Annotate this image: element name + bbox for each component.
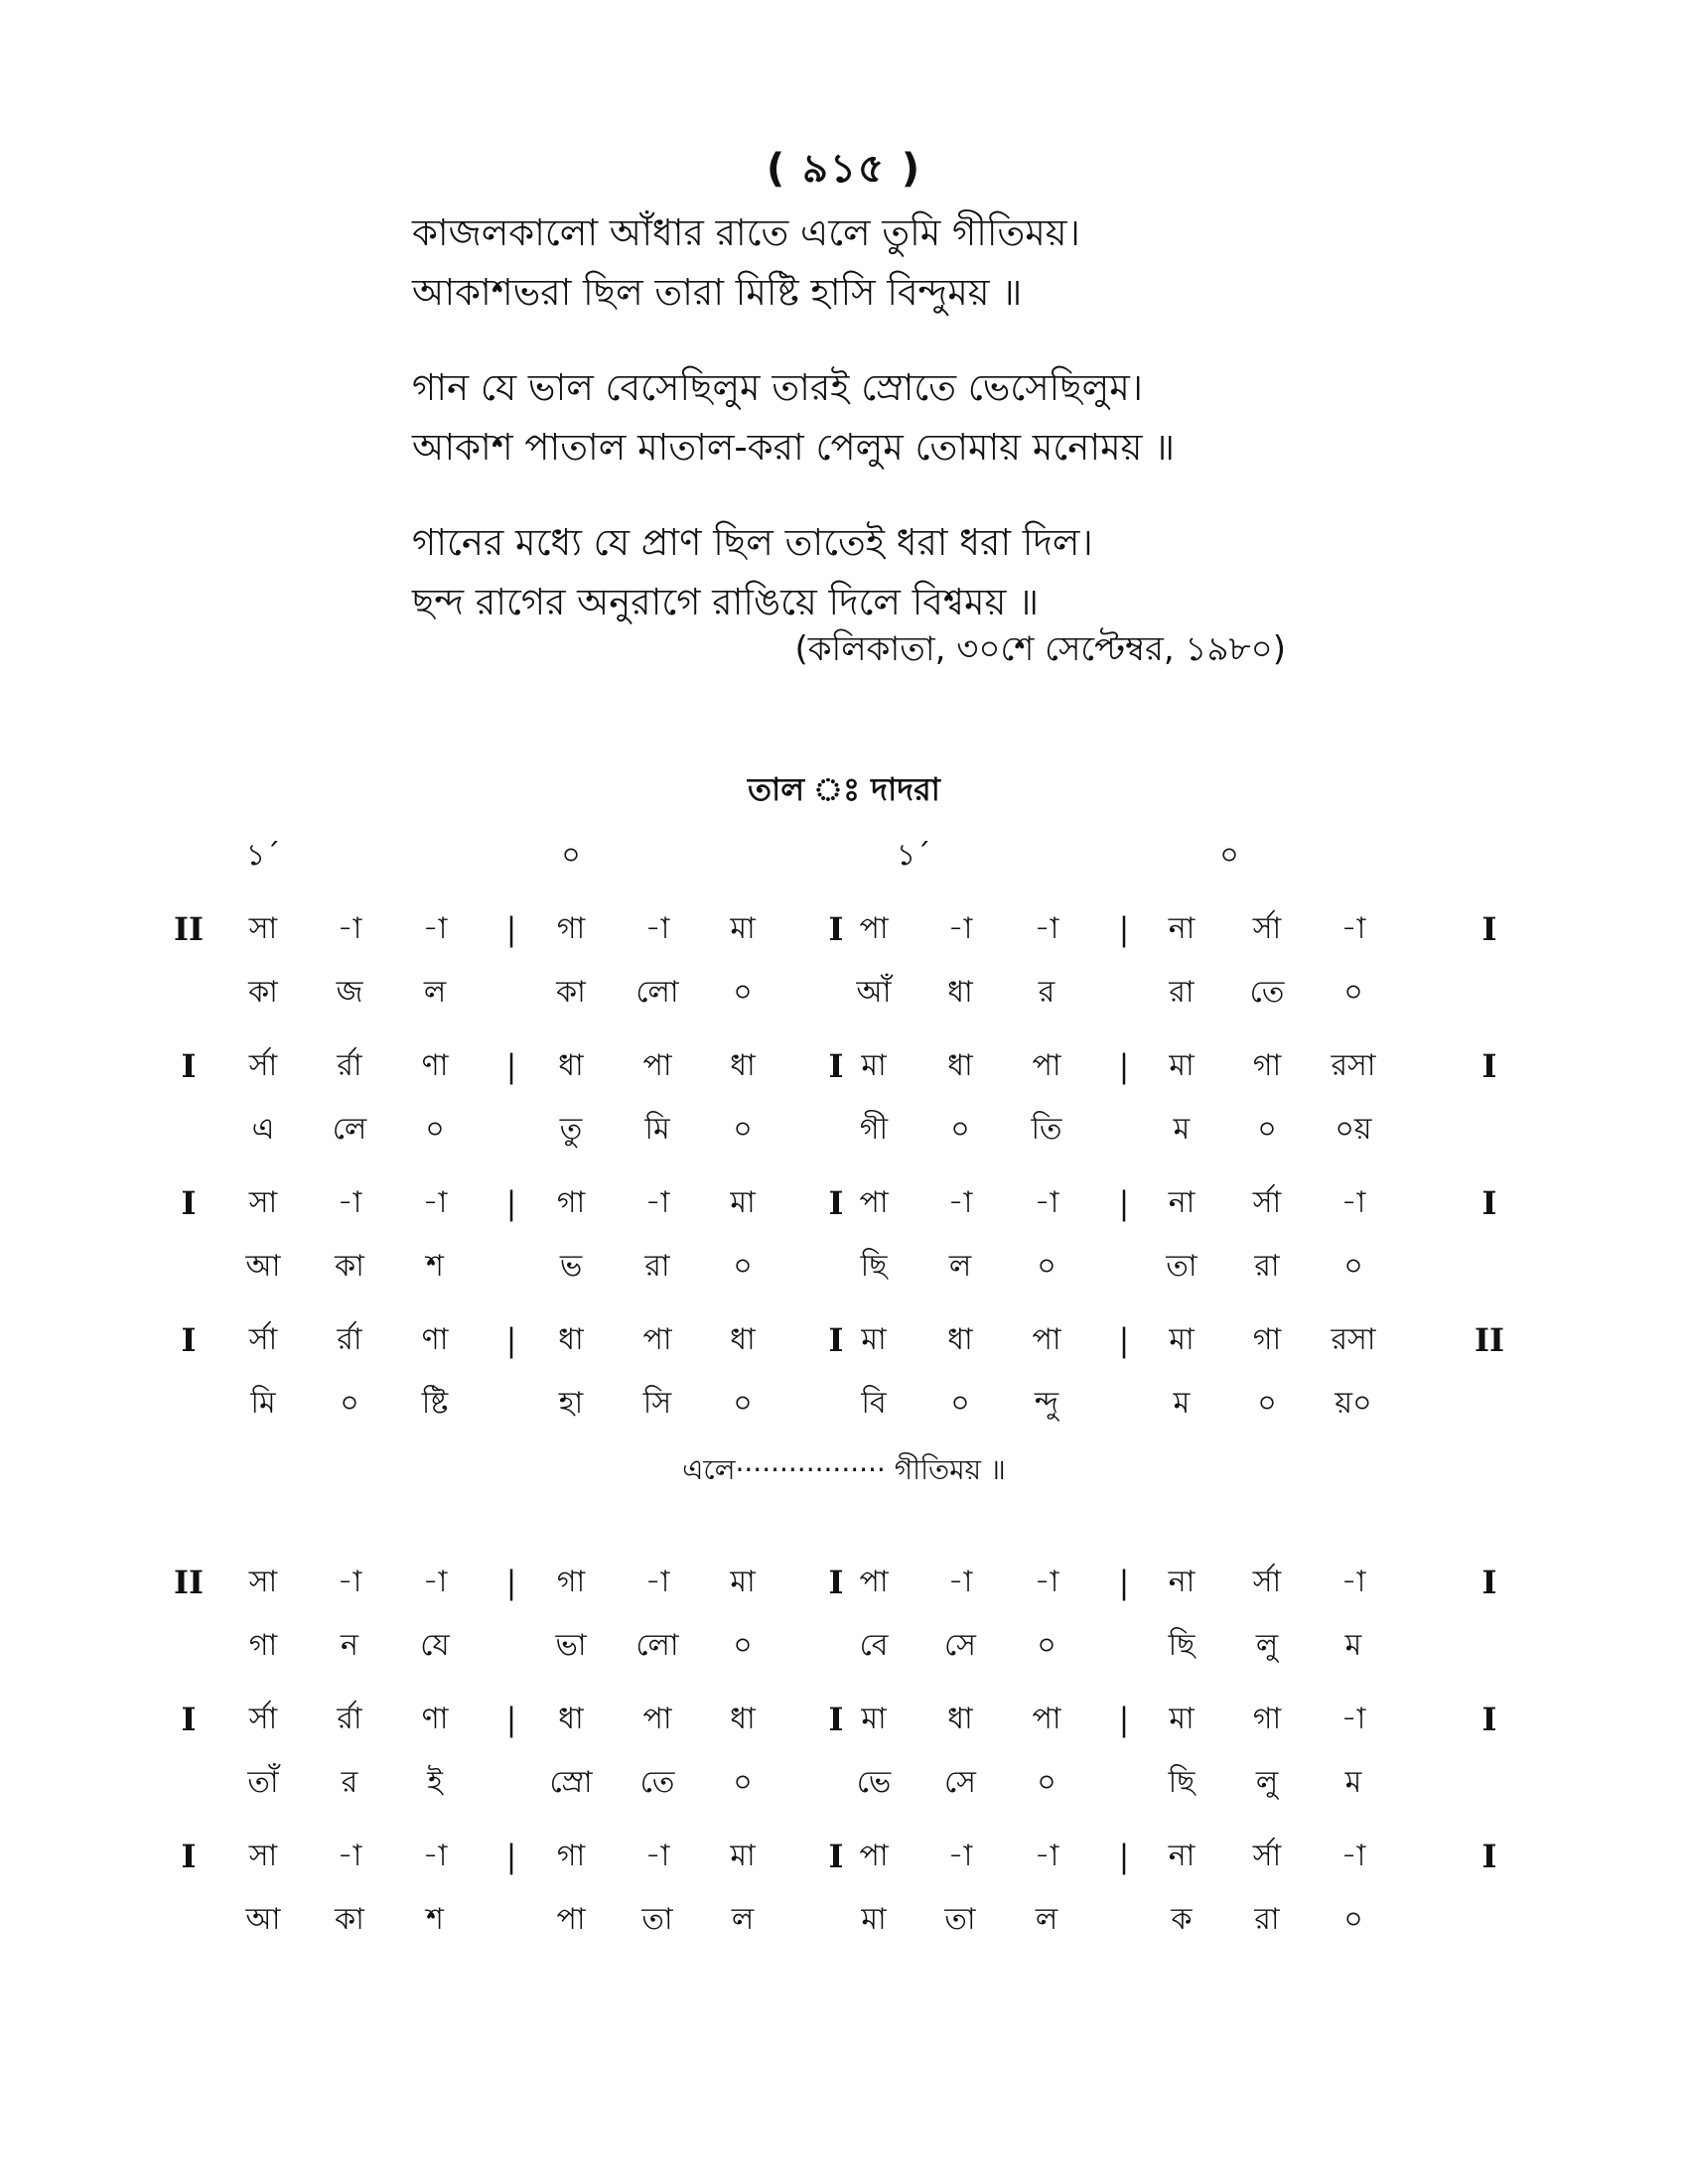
swara-note: মা [730, 911, 756, 946]
bani-syllable: ল [423, 975, 447, 1010]
swara-row [169, 1551, 1529, 1614]
bani-syllable: সে [944, 1628, 976, 1663]
swara-note: পা [1032, 1322, 1061, 1357]
beat-mark: ০ [1219, 838, 1239, 873]
bani-syllable: ০ [733, 1249, 753, 1284]
bani-syllable: য়০ [1335, 1386, 1372, 1421]
bani-syllable: কা [556, 975, 586, 1010]
swara-note: মা [730, 1565, 756, 1599]
date-line: (কলিকাতা, ৩০শে সেপ্টেম্বর, ১৯৮০) [794, 629, 1286, 669]
bani-syllable: রা [1169, 975, 1195, 1010]
bar-line: I [828, 1701, 844, 1738]
poem-line: ছন্দ রাগের অনুরাগে রাঙিয়ে দিলে বিশ্বময় ॥ [412, 581, 1040, 623]
swara-note: সা [248, 1839, 278, 1873]
page-number: ( ৯১৫ ) [766, 146, 922, 192]
swara-note: ধা [947, 1048, 973, 1083]
bani-syllable: মি [644, 1112, 670, 1147]
bani-syllable: ছি [860, 1249, 888, 1284]
stanza-3 [412, 513, 1405, 632]
bani-syllable: ভ [559, 1249, 583, 1284]
bani-syllable: শ [426, 1249, 444, 1284]
swara-note: -া [1340, 1839, 1366, 1873]
bani-syllable: ০ [1257, 1386, 1277, 1421]
refrain-line: এলে················· গীতিময় ॥ [682, 1453, 1006, 1486]
swara-note: -া [422, 911, 448, 946]
swara-note: ধা [558, 1322, 584, 1357]
bani-syllable: ০ [733, 1628, 753, 1663]
bani-syllable: রা [1254, 1249, 1280, 1284]
swara-note: -া [422, 1185, 448, 1220]
bani-syllable: বে [859, 1628, 889, 1663]
swara-note: -া [1034, 1565, 1059, 1599]
swara-note: ধা [730, 1322, 756, 1357]
swara-note: -া [337, 1565, 362, 1599]
bar-line: | [1118, 1701, 1130, 1738]
swara-note: -া [1340, 1702, 1366, 1736]
swara-note: -া [1034, 1839, 1059, 1873]
bar-line: | [505, 1701, 517, 1738]
swara-note: মা [730, 1185, 756, 1220]
swara-note: ণা [421, 1702, 449, 1736]
bar-line: | [505, 1838, 517, 1875]
poem-line: গান যে ভাল বেসেছিলুম তারই স্রোতে ভেসেছিলুম। [412, 366, 1143, 409]
swara-note: ণা [421, 1048, 449, 1083]
bar-line: I [828, 1047, 844, 1085]
swara-note: মা [861, 1048, 887, 1083]
bar-line: I [181, 1321, 197, 1359]
bani-row [169, 1614, 1529, 1678]
bar-line: | [505, 910, 517, 948]
notation-table [169, 824, 1529, 1952]
bar-line: II [174, 1564, 204, 1601]
bar-line: | [505, 1047, 517, 1085]
swara-note: -া [1340, 911, 1366, 946]
swara-row [169, 1308, 1529, 1372]
swara-note: না [1168, 1565, 1196, 1599]
bar-line: I [1481, 1564, 1497, 1601]
swara-note: র্সা [1252, 1185, 1282, 1220]
bani-syllable: কা [335, 1249, 364, 1284]
swara-note: মা [1169, 1702, 1195, 1736]
bani-syllable: ল [731, 1902, 755, 1937]
bani-syllable: লু [1255, 1628, 1279, 1663]
bani-syllable: কা [248, 975, 278, 1010]
swara-note: ধা [947, 1322, 973, 1357]
bani-syllable: ০ [1343, 1249, 1363, 1284]
bani-syllable: ০ [425, 1112, 445, 1147]
swara-row [169, 1034, 1529, 1098]
bani-syllable: ম [1173, 1386, 1191, 1421]
swara-note: পা [642, 1702, 672, 1736]
bani-syllable: তা [944, 1902, 976, 1937]
swara-note: সা [248, 1185, 278, 1220]
bar-line: I [828, 1838, 844, 1875]
bar-line: I [1481, 1701, 1497, 1738]
bar-line: | [1118, 1321, 1130, 1359]
bani-syllable: পা [556, 1902, 586, 1937]
swara-note: সা [248, 911, 278, 946]
bani-syllable: র [341, 1765, 358, 1800]
bani-syllable: ০ [1037, 1628, 1056, 1663]
bar-line: | [1118, 1184, 1130, 1222]
swara-row [169, 1825, 1529, 1888]
bani-row [169, 1888, 1529, 1952]
swara-note: সা [248, 1565, 278, 1599]
bar-line: I [828, 1184, 844, 1222]
swara-note: র্সা [1252, 1839, 1282, 1873]
swara-note: পা [859, 1185, 889, 1220]
bar-line: II [174, 910, 204, 948]
stanza-1 [412, 204, 1405, 323]
swara-note: ধা [730, 1048, 756, 1083]
bani-row [169, 1751, 1529, 1815]
swara-note: -া [644, 1839, 670, 1873]
bani-syllable: লো [635, 1628, 679, 1663]
bani-syllable: ই [427, 1765, 443, 1800]
beat-marks-row [169, 824, 1529, 887]
bar-line: I [1481, 910, 1497, 948]
swara-note: মা [861, 1322, 887, 1357]
swara-note: গা [1252, 1322, 1282, 1357]
swara-note: -া [337, 911, 362, 946]
bani-syllable: ল [948, 1249, 972, 1284]
bani-syllable: ক [1171, 1902, 1193, 1937]
swara-note: -া [422, 1565, 448, 1599]
swara-note: পা [642, 1048, 672, 1083]
bani-syllable: শ [426, 1902, 444, 1937]
bani-syllable: ছি [1168, 1765, 1196, 1800]
swara-note: র্সা [248, 1048, 278, 1083]
swara-note: মা [1169, 1322, 1195, 1357]
swara-note: পা [1032, 1702, 1061, 1736]
swara-note: পা [859, 1565, 889, 1599]
swara-note: -া [337, 1185, 362, 1220]
swara-note: পা [859, 1839, 889, 1873]
bani-syllable: রা [644, 1249, 670, 1284]
swara-note: রসা [1331, 1048, 1376, 1083]
tala-header: তাল ঃ দাদরা [748, 770, 940, 808]
bani-syllable: ধা [947, 975, 973, 1010]
swara-note: গা [556, 1185, 586, 1220]
bani-syllable: আঁ [856, 975, 892, 1010]
bani-syllable: সে [944, 1765, 976, 1800]
bar-line: I [828, 1564, 844, 1601]
bani-syllable: ০ [1037, 1765, 1056, 1800]
bar-line: | [1118, 1564, 1130, 1601]
beat-mark: ১´ [896, 838, 931, 873]
bani-syllable: ম [1173, 1112, 1191, 1147]
bani-syllable: ০ [950, 1112, 970, 1147]
swara-note: -া [947, 911, 973, 946]
swara-note: -া [337, 1839, 362, 1873]
swara-note: না [1168, 911, 1196, 946]
swara-note: ধা [558, 1048, 584, 1083]
bani-syllable: ০ [733, 1112, 753, 1147]
bani-syllable: এ [251, 1112, 275, 1147]
bani-syllable: ভা [555, 1628, 587, 1663]
swara-note: গা [556, 1565, 586, 1599]
bani-syllable: লো [635, 975, 679, 1010]
bani-syllable: ০ [733, 1386, 753, 1421]
swara-note: মা [1169, 1048, 1195, 1083]
bar-line: I [181, 1047, 197, 1085]
swara-note: পা [642, 1322, 672, 1357]
bani-syllable: লু [1255, 1765, 1279, 1800]
bani-syllable: ০ [1037, 1249, 1056, 1284]
swara-note: গা [556, 1839, 586, 1873]
bani-syllable: ম [1344, 1765, 1362, 1800]
poem-line: গানের মধ্যে যে প্রাণ ছিল তাতেই ধরা ধরা দিল। [412, 521, 1093, 564]
swara-note: র্রা [337, 1322, 362, 1357]
bani-syllable: জ [336, 975, 363, 1010]
swara-note: -া [1340, 1185, 1366, 1220]
bar-line: I [1481, 1838, 1497, 1875]
bani-syllable: তা [1166, 1249, 1197, 1284]
bani-syllable: ০ [1257, 1112, 1277, 1147]
bar-line: | [1118, 1838, 1130, 1875]
bani-row [169, 1372, 1529, 1435]
bani-syllable: ম [1344, 1628, 1362, 1663]
swara-note: র্সা [248, 1322, 278, 1357]
swara-note: -া [422, 1839, 448, 1873]
bani-syllable: তু [559, 1112, 583, 1147]
bani-syllable: তাঁ [247, 1765, 279, 1800]
bani-syllable: ল [1035, 1902, 1058, 1937]
bar-line: I [828, 910, 844, 948]
swara-note: র্সা [248, 1702, 278, 1736]
bani-syllable: ০ [340, 1386, 359, 1421]
swara-note: গা [1252, 1048, 1282, 1083]
bani-syllable: ০য় [1335, 1112, 1372, 1147]
bani-syllable: তা [641, 1902, 673, 1937]
swara-row [169, 1688, 1529, 1751]
swara-note: গা [1252, 1702, 1282, 1736]
bani-syllable: ষ্টি [421, 1386, 449, 1421]
bani-syllable: আ [245, 1249, 281, 1284]
swara-note: -া [947, 1565, 973, 1599]
stanza-2 [412, 358, 1405, 478]
swara-note: -া [644, 911, 670, 946]
bani-syllable: সি [642, 1386, 672, 1421]
swara-note: রসা [1331, 1322, 1376, 1357]
swara-note: -া [644, 1185, 670, 1220]
swara-row [169, 1171, 1529, 1235]
swara-note: মা [730, 1839, 756, 1873]
swara-note: না [1168, 1839, 1196, 1873]
swara-note: র্রা [337, 1048, 362, 1083]
bani-syllable: ০ [733, 975, 753, 1010]
bar-line: I [181, 1838, 197, 1875]
bar-line: I [1481, 1047, 1497, 1085]
bani-row [169, 961, 1529, 1024]
bani-syllable: তি [1031, 1112, 1062, 1147]
bani-syllable: ন [341, 1628, 358, 1663]
bar-line: I [181, 1184, 197, 1222]
swara-note: -া [1034, 911, 1059, 946]
swara-note: -া [644, 1565, 670, 1599]
swara-note: -া [947, 1185, 973, 1220]
bani-row [169, 1235, 1529, 1298]
bani-syllable: লে [332, 1112, 367, 1147]
bani-syllable: হা [558, 1386, 584, 1421]
swara-note: র্সা [1252, 911, 1282, 946]
bani-syllable: রা [1254, 1902, 1280, 1937]
bar-line: | [505, 1321, 517, 1359]
poem-line: আকাশ পাতাল মাতাল-করা পেলুম তোমায় মনোময় ॥ [412, 426, 1176, 469]
bani-syllable: কা [335, 1902, 364, 1937]
swara-note: র্সা [1252, 1565, 1282, 1599]
bani-syllable: বি [861, 1386, 887, 1421]
bani-syllable: মি [250, 1386, 276, 1421]
bani-syllable: ০ [1343, 1902, 1363, 1937]
bani-syllable: ভে [856, 1765, 892, 1800]
beat-mark: ০ [561, 838, 581, 873]
bar-line: II [1475, 1321, 1504, 1359]
swara-note: গা [556, 911, 586, 946]
bar-line: I [1481, 1184, 1497, 1222]
swara-note: ধা [730, 1702, 756, 1736]
poem-line: আকাশভরা ছিল তারা মিষ্টি হাসি বিন্দুময় ॥ [412, 271, 1023, 314]
bani-syllable: যে [420, 1628, 450, 1663]
bani-syllable: তে [639, 1765, 675, 1800]
swara-note: ধা [558, 1702, 584, 1736]
bar-line: I [181, 1701, 197, 1738]
swara-note: -া [947, 1839, 973, 1873]
bar-line: I [828, 1321, 844, 1359]
bani-syllable: ছি [1168, 1628, 1196, 1663]
bar-line: | [1118, 910, 1130, 948]
poem [412, 204, 1405, 668]
bani-syllable: স্রো [549, 1765, 593, 1800]
swara-note: পা [1032, 1048, 1061, 1083]
bar-line: | [505, 1564, 517, 1601]
bani-syllable: আ [245, 1902, 281, 1937]
bani-syllable: মা [861, 1902, 887, 1937]
bani-syllable: গী [859, 1112, 889, 1147]
bani-syllable: র [1038, 975, 1055, 1010]
bani-syllable: গা [248, 1628, 278, 1663]
swara-note: -া [1340, 1565, 1366, 1599]
poem-line: কাজলকালো আঁধার রাতে এলে তুমি গীতিময়। [412, 211, 1080, 254]
bani-row [169, 1098, 1529, 1161]
bani-syllable: ন্দু [1034, 1386, 1059, 1421]
bar-line: | [1118, 1047, 1130, 1085]
swara-row [169, 897, 1529, 961]
swara-note: -া [1034, 1185, 1059, 1220]
swara-note: ণা [421, 1322, 449, 1357]
bani-syllable: ০ [950, 1386, 970, 1421]
bar-line: | [505, 1184, 517, 1222]
swara-note: মা [861, 1702, 887, 1736]
bani-syllable: ০ [733, 1765, 753, 1800]
bani-syllable: ০ [1343, 975, 1363, 1010]
swara-note: ধা [947, 1702, 973, 1736]
swara-note: না [1168, 1185, 1196, 1220]
swara-note: র্রা [337, 1702, 362, 1736]
bani-syllable: তে [1249, 975, 1285, 1010]
swara-note: পা [859, 911, 889, 946]
beat-mark: ১´ [245, 838, 281, 873]
